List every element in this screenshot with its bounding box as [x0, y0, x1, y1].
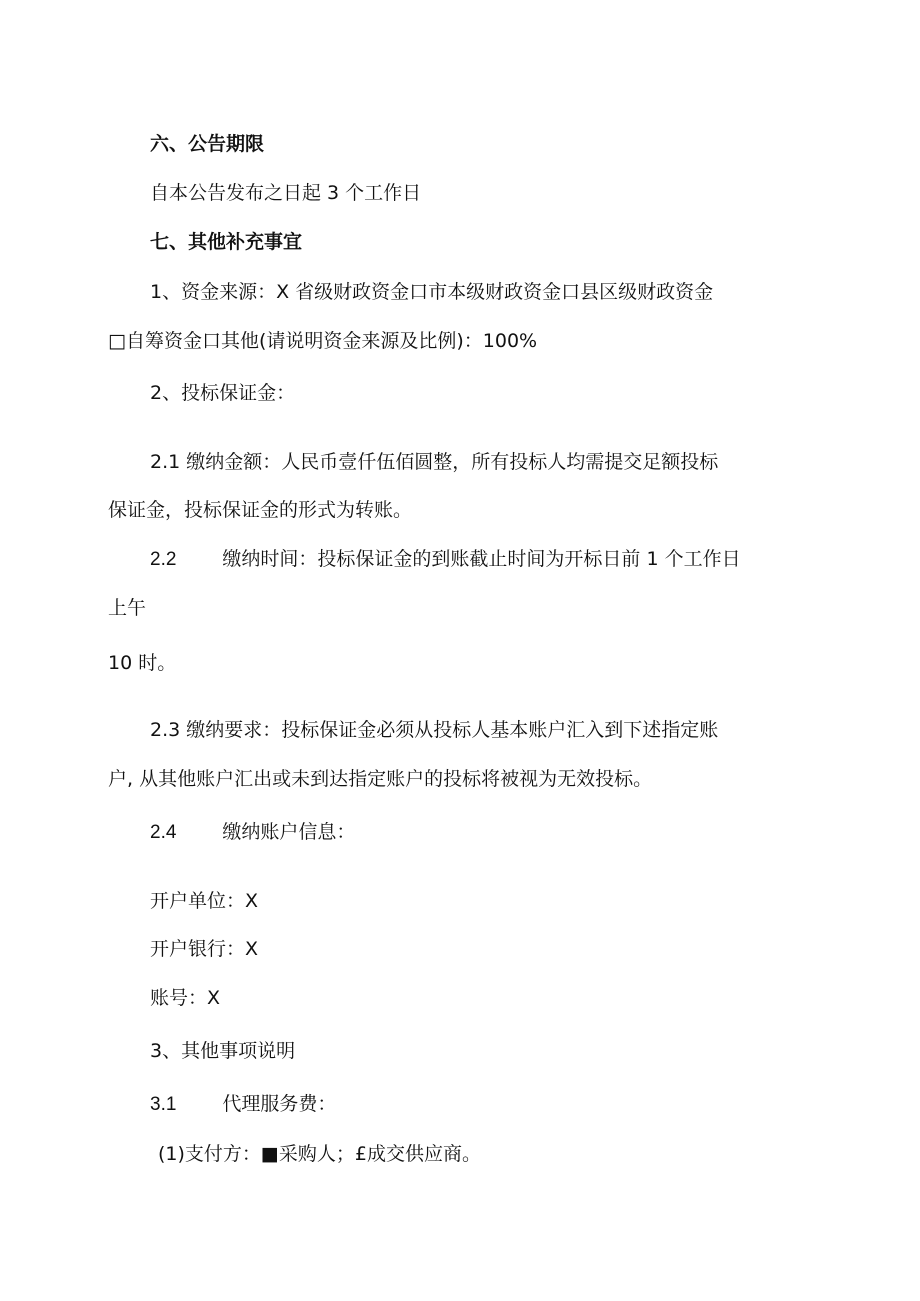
deposit-time-line-1 [150, 546, 741, 573]
account-bank: 开户银行：X [150, 938, 259, 960]
deposit-amount-line-1: 2.1 缴纳金额：人民币壹仟伍佰圆整，所有投标人均需提交足额投标 [150, 451, 719, 473]
deposit-requirement-line-1: 2.3 缴纳要求：投标保证金必须从投标人基本账户汇入到下述指定账 [150, 719, 719, 741]
deposit-label: 2、投标保证金： [150, 382, 296, 404]
deposit-requirement-line-2: 户, 从其他账户汇出或未到达指定账户的投标将被视为无效投标。 [108, 768, 653, 790]
announcement-period-text: 自本公告发布之日起 3 个工作日 [150, 182, 422, 204]
deposit-time-number: 2.2 [150, 549, 177, 570]
payer-line: (1)支付方：■采购人；£成交供应商。 [158, 1143, 481, 1165]
deposit-time-line-3: 10 时。 [108, 652, 177, 674]
deposit-time-text: 缴纳时间：投标保证金的到账截止时间为开标日前 1 个工作日 [222, 548, 741, 570]
section-6-heading: 六、公告期限 [150, 133, 265, 155]
deposit-account-number: 2.4 [150, 822, 177, 843]
account-holder: 开户单位：X [150, 890, 259, 912]
funding-source-line-1: 1、资金来源：X 省级财政资金口市本级财政资金口县区级财政资金 [150, 281, 714, 303]
other-matters-label: 3、其他事项说明 [150, 1040, 296, 1062]
funding-source-line-2: □自筹资金口其他(请说明资金来源及比例)：100% [108, 330, 538, 352]
section-7-heading: 七、其他补充事宜 [150, 231, 303, 253]
service-fee-label: 代理服务费： [222, 1093, 337, 1115]
service-fee-number: 3.1 [150, 1094, 177, 1115]
deposit-time-line-2: 上午 [108, 597, 147, 619]
deposit-amount-line-2: 保证金，投标保证金的形式为转账。 [108, 499, 413, 521]
service-fee-line [150, 1091, 336, 1118]
deposit-account-info-line [150, 819, 355, 846]
deposit-account-label: 缴纳账户信息： [222, 821, 356, 843]
account-number: 账号：X [150, 987, 221, 1009]
